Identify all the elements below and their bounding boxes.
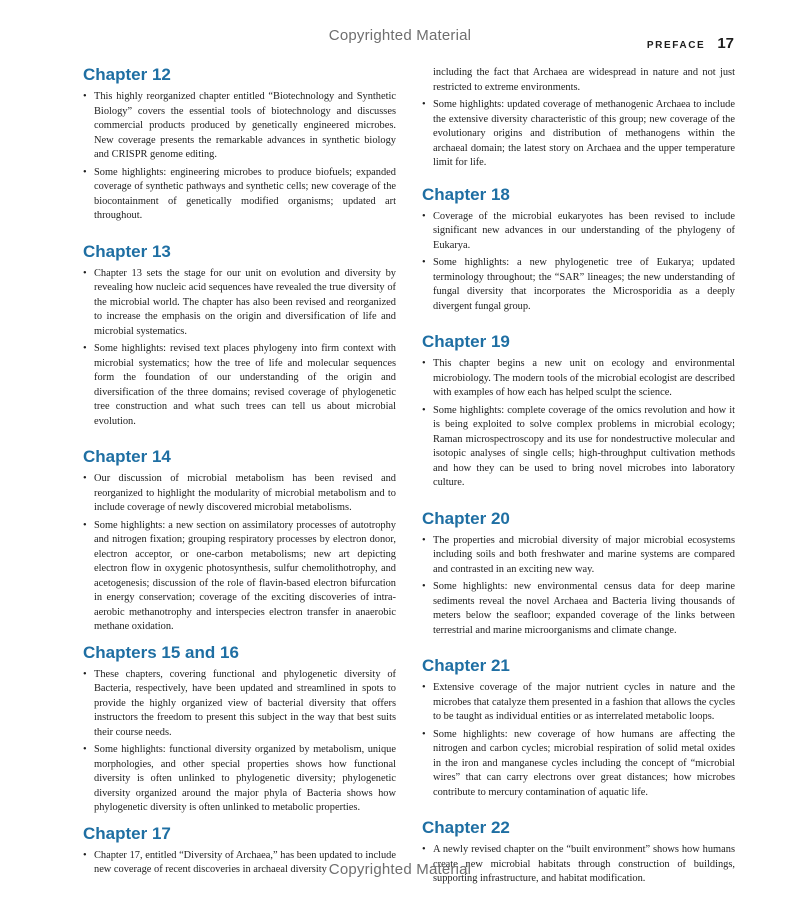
page-number: 17 xyxy=(717,35,734,52)
section-heading: Chapter 14 xyxy=(83,447,171,466)
bullet-item: • Chapter 13 sets the stage for our unit on evolution and diversity by revealing how nucleic acid sequences have revealed the true diversity of the microbial world. The chapter has also been revised and reorganized to increase the emphasis on the origin and diversification of life and microbial systematics. xyxy=(83,267,396,340)
running-head xyxy=(647,35,734,52)
bullet-item: • The properties and microbial diversity of major microbial ecosystems including soils and both freshwater and marine systems are compared and contrasted in an exciting new way. xyxy=(422,534,735,578)
copyright-watermark-bottom: Copyrighted Material xyxy=(328,861,472,878)
bullet-item: • Chapter 17, entitled “Diversity of Archaea,” has been updated to include new coverage of recent discoveries in archaeal diversity xyxy=(83,849,396,878)
bullet-item: • Some highlights: new environmental census data for deep marine sediments reveal the novel Archaea and Bacteria living thousands of meters below the seafloor; expanded coverage of the links between terrestrial and marine microorganisms and climate change. xyxy=(422,580,735,638)
section-chapter-18 xyxy=(422,184,735,315)
bullet-item: • Our discussion of microbial metabolism has been revised and reorganized to highlight the modularity of microbial metabolism and to include coverage of newly discovered microbial metabolisms. xyxy=(83,472,396,516)
running-head-label: PREFACE xyxy=(646,40,706,51)
bullet-item: • This chapter begins a new unit on ecology and environmental microbiology. The modern tools of the microbial ecologist are described with examples of how each has helped sculpt the science. xyxy=(422,357,735,401)
bullet-item: • This highly reorganized chapter entitled “Biotechnology and Synthetic Biology” covers the essential tools of biotechnology and discusses commercial products produced by genetically engineered microbes. New coverage presents the remarkable advances in synthetic biology and CRISPR genome editing. xyxy=(83,90,396,163)
section-heading: Chapter 13 xyxy=(83,241,171,261)
bullet-item: • Some highlights: new coverage of how humans are affecting the nitrogen and carbon cycles; microbial respiration of solid metal oxides in the iron and manganese cycles including the concept of “microbial wires” that can carry electrons over great distances; how microbes contribute to mercury contamination of aquatic life. xyxy=(422,728,735,801)
bullet-item: • Coverage of the microbial eukaryotes has been revised to include significant new advances in our understanding of the phylogeny of Eukarya. xyxy=(422,210,735,254)
section-chapter-20 xyxy=(422,508,735,639)
section-heading: Chapter 22 xyxy=(422,818,510,837)
bullet-item: • Some highlights: revised text places phylogeny into firm context with microbial systematics; how the tree of life and molecular sequences form the foundation of our understanding of the origin and diversification of the three domains; revised coverage of phylogenetic tree construction and what such trees can tell us about microbial evolution. xyxy=(83,342,396,429)
bullet-item: • Extensive coverage of the major nutrient cycles in nature and the microbes that catalyze them presented in a fashion that allows the cycles to be taught as individual entities or as interrelated metabolic loops. xyxy=(422,681,735,725)
section-heading: Chapter 12 xyxy=(83,65,171,84)
bullet-item: • Some highlights: a new phylogenetic tree of Eukarya; updated terminology throughout; the “SAR” lineages; the new understanding of fungal diversity that incorporates the Microsporidia as a deeply divergent fungal group. xyxy=(422,256,735,314)
bullet-item: • Some highlights: engineering microbes to produce biofuels; expanded coverage of synthetic pathways and synthetic cells; new coverage of the biocontainment of genetically modified organisms; updated art throughout. xyxy=(83,166,396,224)
section-heading: Chapter 19 xyxy=(422,332,510,351)
section-heading: Chapter 21 xyxy=(422,656,510,675)
bullet-item: • These chapters, covering functional and phylogenetic diversity of Bacteria, respectively, have been updated and streamlined in spots to provide the highly organized view of bacterial diversity that offers instructors the freedom to present this subject in the way that best suits their course needs. xyxy=(83,668,396,741)
bullet-item: • Some highlights: a new section on assimilatory processes of autotrophy and nitrogen fixation; grouping respiratory processes by electron donor, electron acceptor, or one-carbon metabolisms; new art depicting electron flow in oxygenic photosynthesis, sulfur chemolithotrophy, and acetogenesis; discussion of the role of flavin-based electron bifurcation in energy conservation; coverage of the exciting discoveries of intra-aerobic methanotrophy and interspecies electron transfer in anaerobic methane oxidation. xyxy=(83,519,396,635)
section-heading: Chapter 17 xyxy=(83,823,171,843)
section-chapter-12 xyxy=(83,64,396,224)
section-chapters-15-16 xyxy=(83,642,396,816)
section-chapter-13 xyxy=(83,241,396,430)
bullet-item: • A newly revised chapter on the “built environment” shows how humans create new microbial habitats through construction of buildings, supporting infrastructure, and habitat modification. xyxy=(422,843,735,887)
section-chapter-14 xyxy=(83,446,396,635)
continued-text: including the fact that Archaea are widespread in nature and not just restricted to extreme environments. xyxy=(433,67,735,93)
right-column xyxy=(422,66,735,894)
section-heading: Chapter 18 xyxy=(422,184,510,204)
bullet-item: • Some highlights: updated coverage of methanogenic Archaea to include the extensive diversity characteristic of this group; new coverage of the evolutionary origins and distribution of methanogens within the archaeal domain; the latest story on Archaea and the upper temperature limit for life. xyxy=(422,98,735,171)
section-heading: Chapters 15 and 16 xyxy=(83,642,239,662)
section-chapter-21 xyxy=(422,655,735,800)
section-heading: Chapter 20 xyxy=(422,508,510,528)
section-chapter-19 xyxy=(422,331,735,491)
bullet-item: • Some highlights: functional diversity organized by metabolism, unique morphologies, and other special properties shows how functional diversity is often unlinked to phylogenetic diversity; phylogenetic diversity organized around the major phyla of Bacteria shows how phylogenetic diversity is often unlinked to metabolic properties. xyxy=(83,743,396,816)
bullet-item: • Some highlights: complete coverage of the omics revolution and how it is being exploited to solve complex problems in microbial ecology; Raman microspectroscopy and its use for nondestructive molecular and isotopic analyses of single cells; high-throughput cultivation methods and how they can be used to bring novel microbes into laboratory culture. xyxy=(422,404,735,491)
copyright-watermark-top: Copyrighted Material xyxy=(328,27,472,44)
left-column xyxy=(83,64,396,885)
